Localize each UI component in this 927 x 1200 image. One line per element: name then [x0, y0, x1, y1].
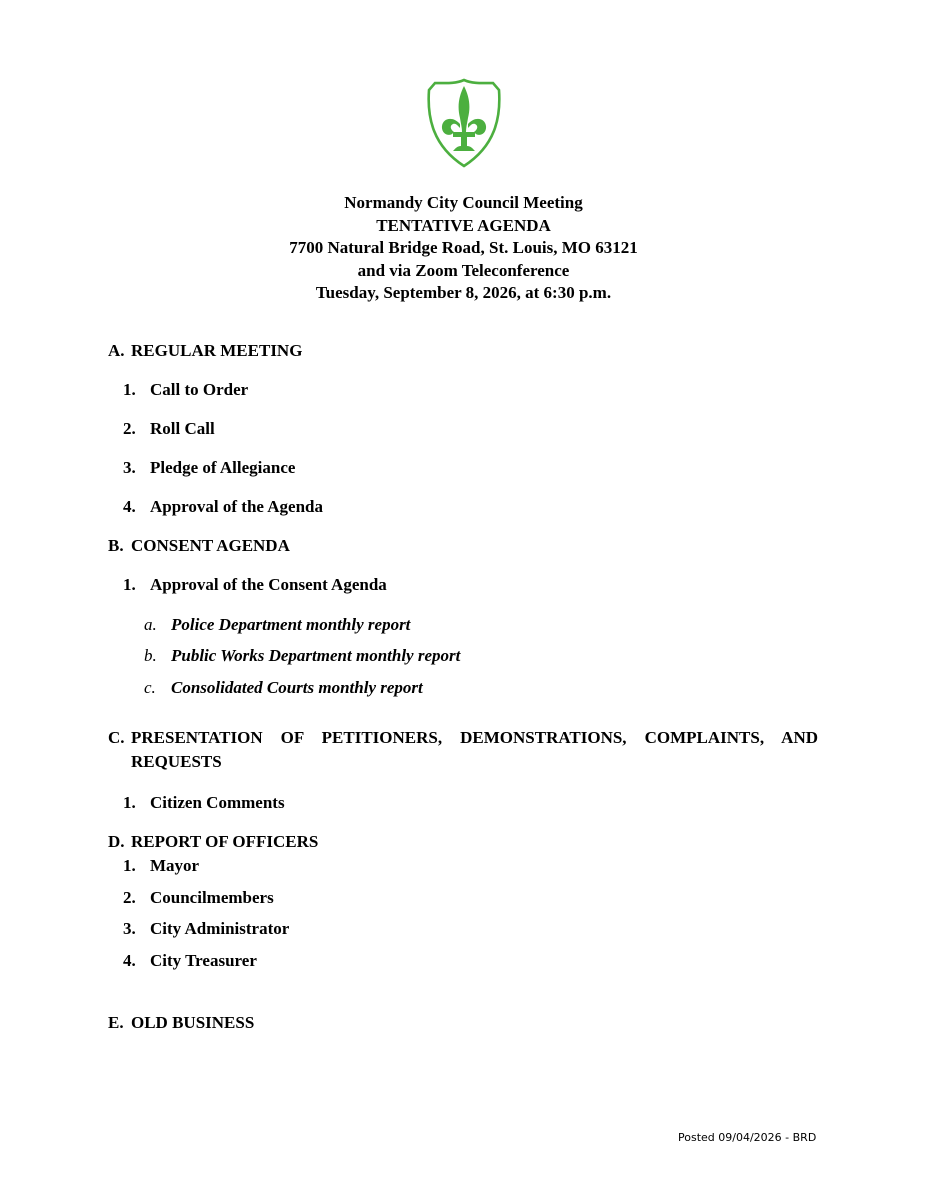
agenda-subitem	[144, 678, 423, 698]
item-label: Councilmembers	[150, 888, 274, 907]
section-b-heading	[108, 536, 290, 556]
section-title: REGULAR MEETING	[131, 341, 303, 360]
agenda-item	[123, 575, 387, 595]
subitem-letter: a.	[144, 615, 157, 634]
item-number: 4.	[123, 951, 136, 970]
agenda-subitem	[144, 615, 410, 635]
agenda-item	[123, 919, 289, 939]
item-label: Mayor	[150, 856, 200, 875]
item-number: 3.	[123, 458, 136, 477]
section-a-heading	[108, 341, 302, 361]
section-title: OLD BUSINESS	[131, 1013, 255, 1032]
item-number: 1.	[123, 575, 136, 594]
item-label: Approval of the Agenda	[150, 497, 324, 516]
subitem-label: Police Department monthly report	[171, 615, 411, 634]
agenda-item	[123, 793, 285, 813]
meeting-header	[0, 192, 927, 305]
city-logo-fleur-de-lis-icon	[425, 78, 503, 168]
agenda-item	[123, 380, 248, 400]
meeting-address: 7700 Natural Bridge Road, St. Louis, MO 63121	[289, 238, 638, 257]
item-label: Citizen Comments	[150, 793, 285, 812]
section-e-heading	[108, 1013, 254, 1033]
agenda-subitem	[144, 646, 460, 666]
agenda-item	[123, 856, 199, 876]
section-letter: E.	[108, 1013, 124, 1032]
item-label: Approval of the Consent Agenda	[150, 575, 387, 594]
item-label: City Administrator	[150, 919, 290, 938]
meeting-teleconference: and via Zoom Teleconference	[357, 260, 570, 280]
section-letter: D.	[108, 832, 125, 851]
section-title: PRESENTATION OF PETITIONERS, DEMONSTRATIONS, COMPLAINTS, AND REQUESTS	[131, 728, 818, 771]
posted-date: Posted 09/04/2026 - BRD	[678, 1131, 817, 1144]
agenda-item	[123, 497, 323, 517]
item-number: 1.	[123, 380, 136, 399]
meeting-datetime: Tuesday, September 8, 2026, at 6:30 p.m.	[315, 283, 612, 302]
section-letter: A.	[108, 341, 125, 360]
subitem-letter: c.	[144, 678, 156, 697]
section-letter: B.	[108, 536, 124, 555]
section-title: CONSENT AGENDA	[131, 536, 290, 555]
agenda-item	[123, 888, 274, 908]
item-number: 4.	[123, 497, 136, 516]
section-title: REPORT OF OFFICERS	[131, 832, 319, 851]
subitem-label: Public Works Department monthly report	[171, 646, 461, 665]
item-label: City Treasurer	[150, 951, 257, 970]
subitem-label: Consolidated Courts monthly report	[171, 678, 423, 697]
meeting-title: Normandy City Council Meeting	[344, 193, 583, 212]
section-letter: C.	[108, 728, 125, 747]
item-number: 2.	[123, 888, 136, 907]
item-number: 1.	[123, 793, 136, 812]
item-number: 2.	[123, 419, 136, 438]
item-number: 1.	[123, 856, 136, 875]
item-label: Pledge of Allegiance	[150, 458, 296, 477]
section-c-heading	[108, 726, 818, 774]
agenda-item	[123, 419, 215, 439]
subitem-letter: b.	[144, 646, 157, 665]
agenda-item	[123, 458, 295, 478]
item-number: 3.	[123, 919, 136, 938]
agenda-item	[123, 951, 257, 971]
section-d-heading	[108, 832, 318, 852]
item-label: Call to Order	[150, 380, 249, 399]
agenda-type: TENTATIVE AGENDA	[376, 215, 551, 235]
item-label: Roll Call	[150, 419, 215, 438]
